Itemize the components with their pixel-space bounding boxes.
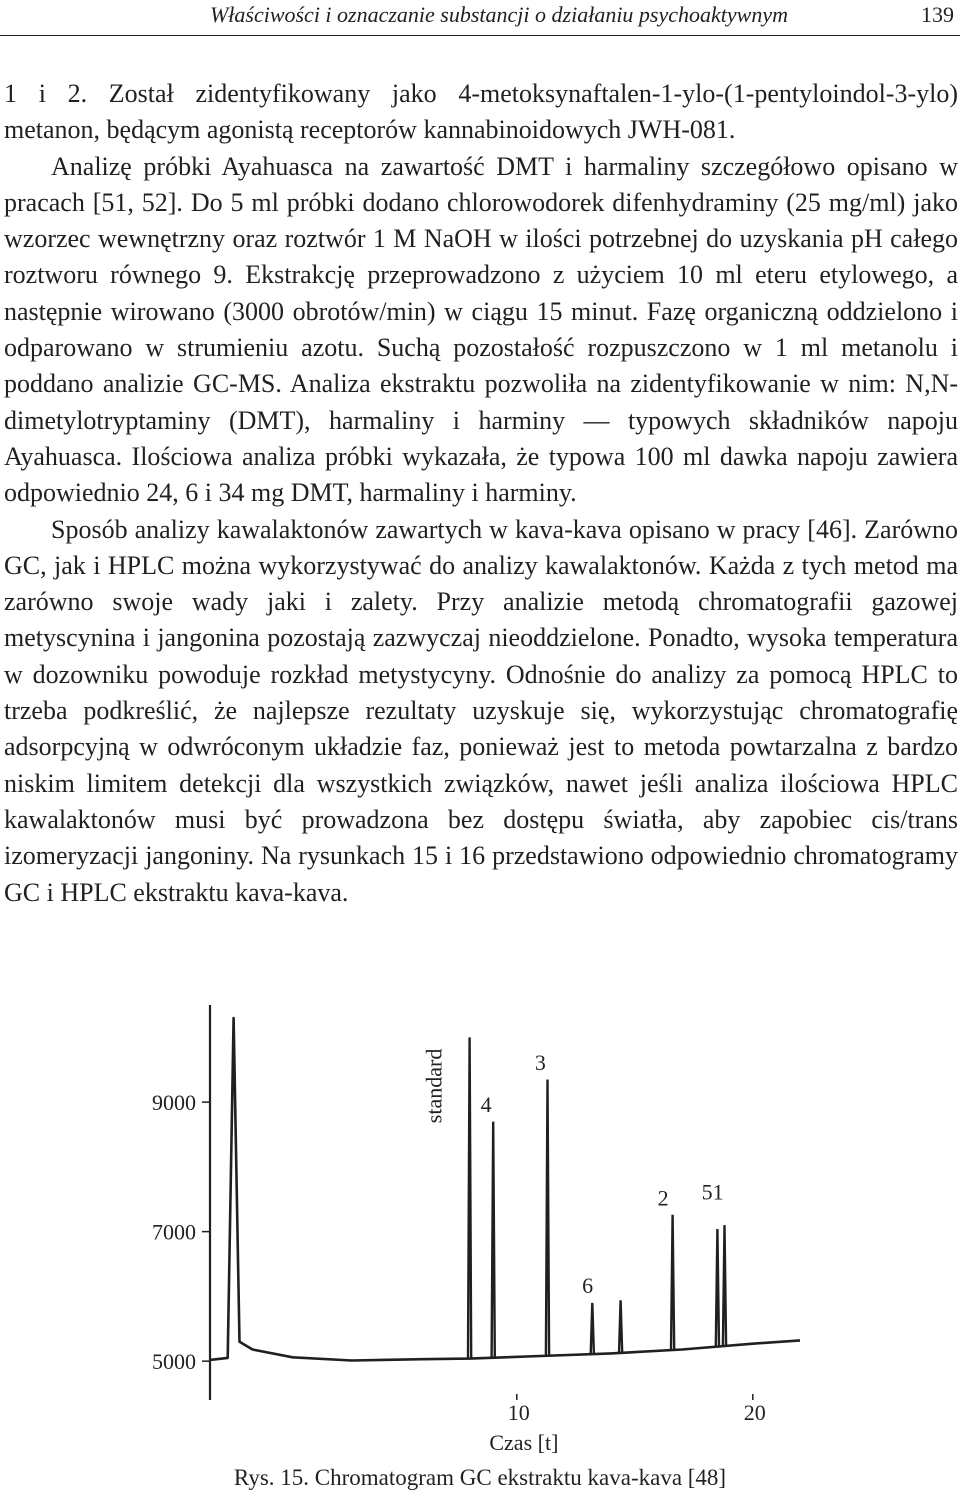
peak-label-51: 51 [701, 1179, 724, 1205]
header-rule [0, 35, 960, 36]
chromatogram-chart [0, 995, 960, 1465]
y-tick-label-9000: 9000 [152, 1090, 196, 1116]
peak-label-6: 6 [582, 1273, 594, 1299]
paragraph-3: Sposób analizy kawalaktonów zawartych w kava-kava opisano w pracy [46]. Zarówno GC, jak i HPLC można wykorzystywać do analizy kawalaktonów. Każda z tych metod ma zarówno swoje wady jaki i zalety. Przy analizie metodą chromatografii gazowej metyscynina i jangonina pozostają zazwyczaj nieoddzielone. Ponadto, wysoka temperatura w dozowniku powoduje rozkład metystycyny. Odnośnie do analizy za pomocą HPLC to trzeba podkreślić, że najlepsze rezultaty uzyskuje się, wykorzystując chromatografię adsorpcyjną w odwróconym układzie faz, ponieważ jest to metoda powtarzalna z bardzo niskim limitem detekcji dla wszystkich związków, nawet jeśli analiza ilościowa HPLC kawalaktonów musi być prowadzona bez dostępu światła, aby zapobiec cis/trans izomeryzacji jangoniny. Na rysunkach 15 i 16 przedstawiono odpowiednio chromatogramy GC i HPLC ekstraktu kava-kava. [4, 514, 958, 907]
paragraph-2: Analizę próbki Ayahuasca na zawartość DMT i harmaliny szczegółowo opisano w pracach [51, 52]. Do 5 ml próbki dodano chlorowodorek difenhydraminy (25 mg/ml) jako wzorzec wewnętrzny oraz roztwór 1 M NaOH w ilości potrzebnej do uzyskania pH całego roztworu równego 9. Ekstrakcję przeprowadzono z użyciem 10 ml eteru etylowego, a następnie wirowano (3000 obrotów/min) w ciągu 15 minut. Fazę organiczną oddzielono i odparowano w strumieniu azotu. Suchą pozostałość rozpuszczono w 1 ml metanolu i poddano analizie GC-MS. Analiza ekstraktu pozwoliła na zidentyfikowanie w nim: N,N-dimetylotryptaminy (DMT), harmaliny i harminy — typowych składników napoju Ayahuasca. Ilościowa analiza próbki wykazała, że typowa 100 ml dawka napoju zawiera odpowiednio 24, 6 i 34 mg DMT, harmaliny i harminy. [4, 151, 958, 508]
peak-label-3: 3 [534, 1049, 546, 1075]
y-tick-label-7000: 7000 [152, 1219, 196, 1245]
x-tick-label-20: 20 [743, 1400, 766, 1425]
peak-4 [492, 1122, 495, 1358]
peak-unlabeled-5 [619, 1300, 622, 1353]
paragraph-1: 1 i 2. Został zidentyfikowany jako 4-metoksynaftalen-1-ylo-(1-pentyloindol-3-ylo) metanon, będącym agonistą receptorów kannabinoidowych JWH-081. [4, 79, 958, 145]
running-header [0, 0, 960, 40]
peak-2 [671, 1215, 674, 1350]
body-text [4, 76, 958, 911]
x-axis-label: Czas [t] [489, 1430, 559, 1455]
peak-label-4: 4 [480, 1091, 492, 1117]
peak-6 [591, 1303, 594, 1354]
peak-label-standard: standard [421, 1048, 447, 1124]
x-tick-label-10: 10 [507, 1400, 530, 1425]
peak-1 [723, 1225, 726, 1346]
figure-chromatogram [0, 995, 960, 1499]
peak-label-2: 2 [657, 1185, 669, 1211]
y-tick-label-5000: 5000 [152, 1349, 196, 1375]
peak-5 [716, 1229, 719, 1347]
running-title: Właściwości i oznaczanie substancji o działaniu psychoaktywnym [209, 2, 788, 27]
page-number: 139 [921, 2, 954, 27]
peak-3 [546, 1080, 549, 1356]
peak-standard [468, 1037, 471, 1358]
figure-caption: Rys. 15. Chromatogram GC ekstraktu kava-kava [48] [233, 1465, 727, 1490]
